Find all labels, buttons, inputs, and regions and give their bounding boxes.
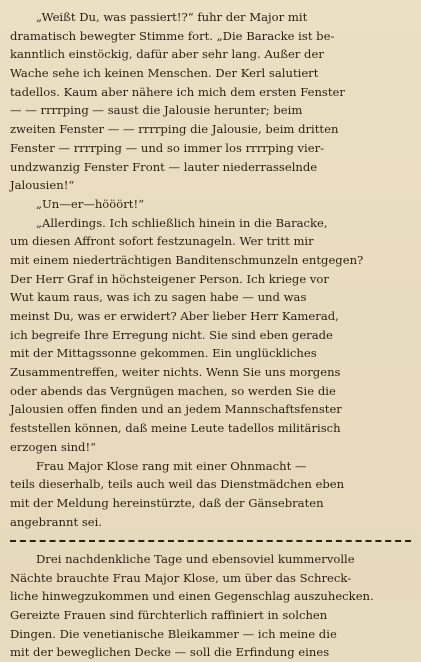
text-line: „Un—er—hööört!“ — [36, 196, 145, 211]
text-line: Wache sehe ich keinen Menschen. Der Kerl salutiert — [10, 66, 319, 81]
text-line: meinst Du, was er erwidert? Aber lieber Herr Kamerad, — [10, 309, 339, 323]
text-line: mit der beweglichen Decke — soll die Erfindung eines — [10, 645, 330, 660]
text-line: Fenster — rrrrping — und so immer los rrrrping vier- — [10, 140, 325, 155]
text-line: mit der Meldung hereinstürzte, daß der Gänsebraten — [10, 495, 324, 510]
text-line: undzwanzig Fenster Front — lauter niederrasselnde — [10, 159, 318, 174]
text-line: zweiten Fenster — — rrrrping die Jalousie, beim dritten — [10, 122, 339, 137]
text-line: angebrannt sei. — [10, 514, 103, 529]
text-line: — — rrrrping — saust die Jalousie herunter; beim — [10, 103, 303, 118]
text-line: Der Herr Graf in höchsteigener Person. Ich kriege vor — [10, 271, 329, 286]
section-divider — [10, 531, 411, 550]
text-line: teils dieserhalb, teils auch weil das Dienstmädchen eben — [10, 477, 345, 492]
text-line: „Allerdings. Ich schließlich hinein in die Baracke, — [36, 215, 328, 230]
text-line: Nächte brauchte Frau Major Klose, um über das Schreck- — [10, 570, 352, 585]
text-line: ich begreife Ihre Erregung nicht. Sie sind eben gerade — [10, 327, 333, 342]
text-line: um diesen Affront sofort festzunageln. Wer tritt mir — [10, 234, 314, 249]
text-line: mit der Mittagssonne gekommen. Ein unglückliches — [10, 346, 317, 361]
text-line: Dingen. Die venetianische Bleikammer — ich meine die — [10, 626, 337, 641]
text-line: Jalousien offen finden und an jedem Mannschaftsfenster — [10, 402, 342, 417]
text-line: Frau Major Klose rang mit einer Ohnmacht — — [36, 458, 307, 473]
text-line: „Weißt Du, was passiert!?“ fuhr der Major mit — [36, 10, 308, 24]
text-line: feststellen können, daß meine Leute tadellos militärisch — [10, 421, 341, 436]
text-line: kanntlich einstöckig, dafür aber sehr lang. Außer der — [10, 47, 324, 62]
document-body — [10, 8, 411, 662]
text-line: Zusammentreffen, weiter nichts. Wenn Sie uns morgens — [10, 365, 341, 380]
text-line: dramatisch bewegter Stimme fort. „Die Baracke ist be- — [10, 28, 335, 43]
text-line: liche hinwegzukommen und einen Gegenschlag auszuhecken. — [10, 589, 374, 604]
text-line: oder abends das Vergnügen machen, so werden Sie die — [10, 383, 336, 398]
text-line: Jalousien!“ — [10, 178, 75, 193]
text-line: Drei nachdenkliche Tage und ebensoviel kummervolle — [36, 551, 355, 566]
text-line: mit einem niederträchtigen Banditenschmunzeln entgegen? — [10, 252, 364, 267]
text-line: erzogen sind!“ — [10, 439, 97, 454]
text-line: Wut kaum raus, was ich zu sagen habe — und was — [10, 290, 307, 305]
text-line: Gereizte Frauen sind fürchterlich raffiniert in solchen — [10, 608, 328, 622]
text-line: tadellos. Kaum aber nähere ich mich dem ersten Fenster — [10, 84, 345, 99]
